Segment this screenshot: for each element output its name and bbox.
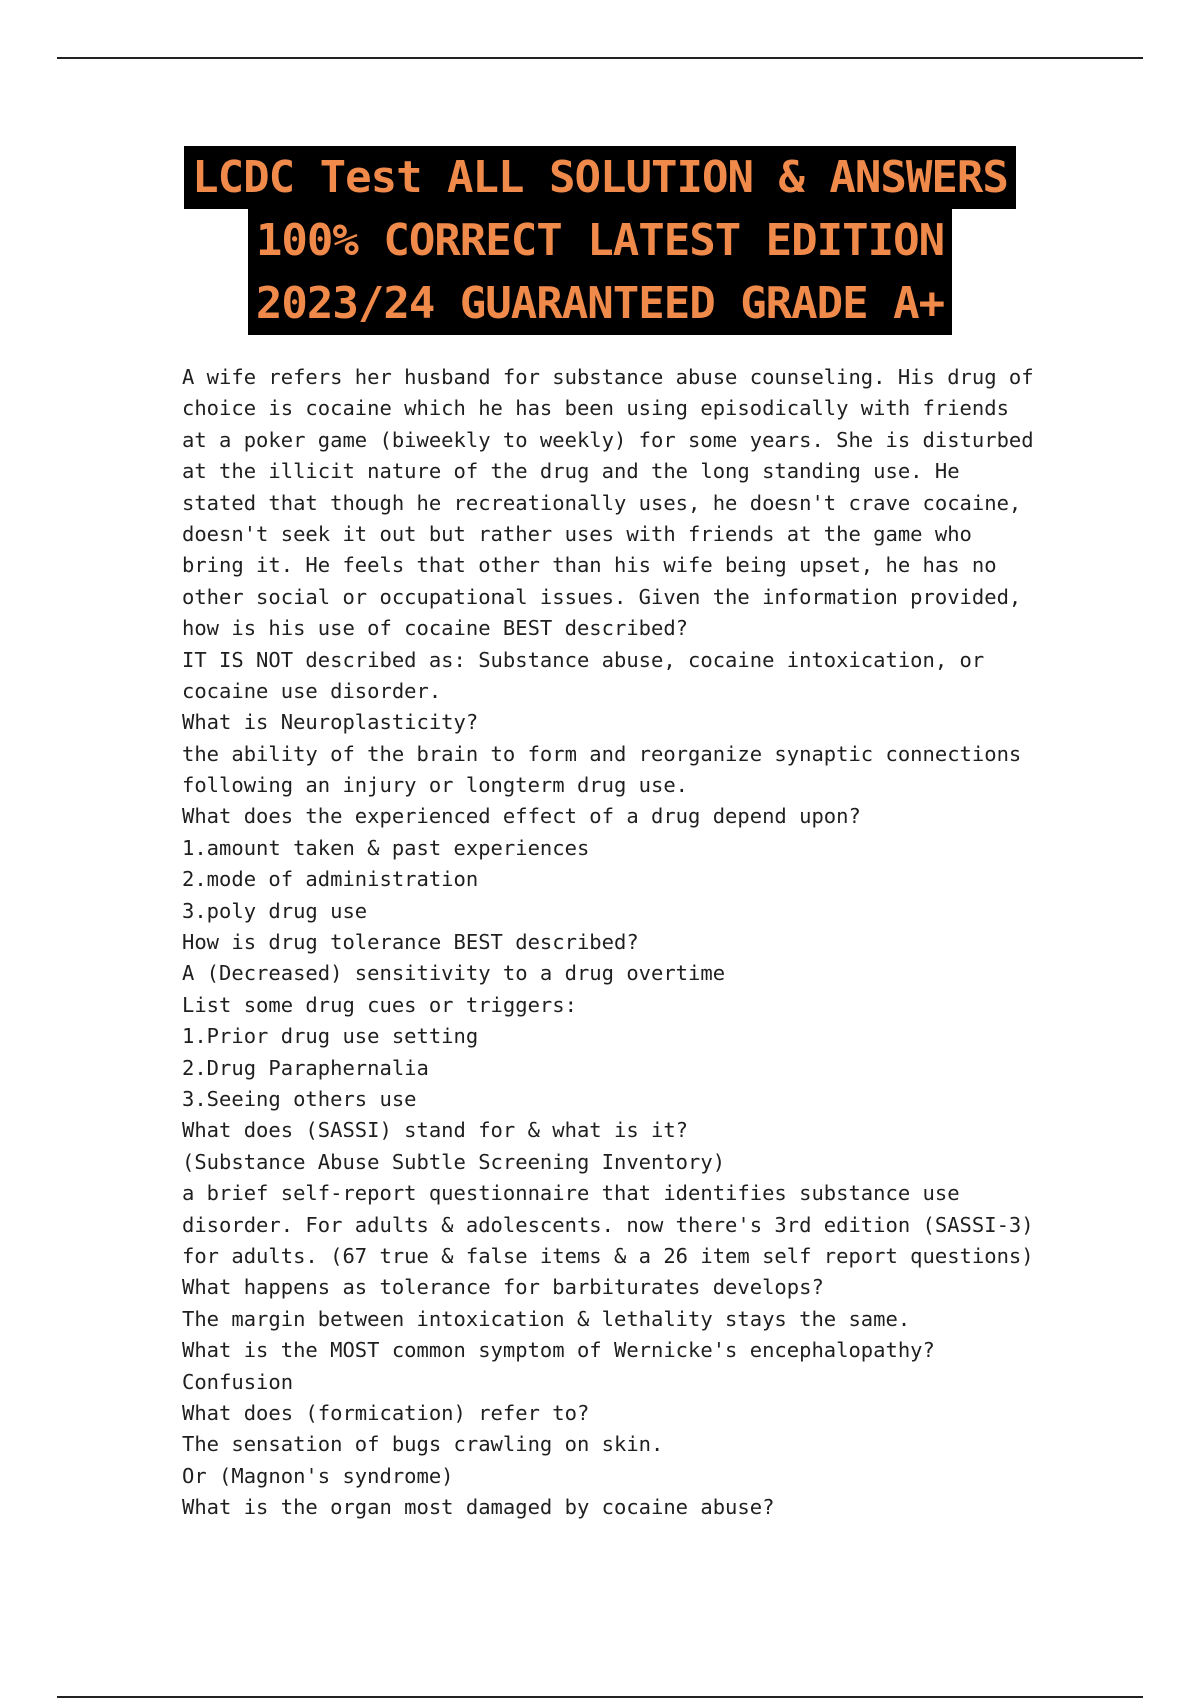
body-line: a brief self-report questionnaire that identifies substance use (182, 1181, 960, 1206)
body-line: doesn't seek it out but rather uses with friends at the game who (182, 521, 972, 546)
body-line: the ability of the brain to form and reorganize synaptic connections (182, 741, 1022, 766)
body-line: What is the organ most damaged by cocaine abuse? (182, 1495, 775, 1520)
body-line: What does the experienced effect of a drug depend upon? (182, 804, 861, 829)
document-title (0, 146, 1200, 335)
body-line: (Substance Abuse Subtle Screening Inventory) (182, 1149, 726, 1174)
body-line: A wife refers her husband for substance abuse counseling. His drug of (182, 365, 1034, 389)
title-line-3: 2023/24 GUARANTEED GRADE A+ (248, 272, 952, 335)
body-line: 1.amount taken & past experiences (182, 835, 590, 860)
body-line: 3.poly drug use (182, 898, 368, 923)
body-line: Confusion (182, 1369, 294, 1394)
body-line: A (Decreased) sensitivity to a drug overtime (182, 961, 726, 986)
body-line: How is drug tolerance BEST described? (182, 930, 639, 955)
body-line: stated that though he recreationally uses, he doesn't crave cocaine, (182, 490, 1022, 515)
body-line: choice is cocaine which he has been using episodically with friends (182, 396, 1009, 421)
title-line-2: 100% CORRECT LATEST EDITION (248, 209, 952, 272)
body-line: The margin between intoxication & lethality stays the same. (182, 1306, 911, 1331)
document-body (182, 362, 1042, 1523)
body-line: List some drug cues or triggers: (182, 992, 577, 1017)
body-line: What does (formication) refer to? (182, 1400, 590, 1425)
body-line: What is the MOST common symptom of Wernicke's encephalopathy? (182, 1338, 935, 1363)
body-line: What does (SASSI) stand for & what is it? (182, 1118, 689, 1143)
body-line: at the illicit nature of the drug and the long standing use. He (182, 459, 960, 484)
body-line: cocaine use disorder. (182, 678, 442, 703)
body-line: for adults. (67 true & false items & a 26 item self report questions) (182, 1243, 1034, 1268)
body-line: 2.mode of administration (182, 867, 479, 892)
body-line: at a poker game (biweekly to weekly) for some years. She is disturbed (182, 427, 1034, 452)
body-line: following an injury or longterm drug use. (182, 773, 689, 798)
body-line: 1.Prior drug use setting (182, 1024, 479, 1049)
body-line: bring it. He feels that other than his wife being upset, he has no (182, 553, 997, 578)
body-line: IT IS NOT described as: Substance abuse, cocaine intoxication, or (182, 647, 985, 672)
bottom-rule (57, 1696, 1143, 1698)
body-line: 2.Drug Paraphernalia (182, 1055, 429, 1080)
body-line: The sensation of bugs crawling on skin. (182, 1432, 664, 1457)
body-line: What happens as tolerance for barbiturates develops? (182, 1275, 824, 1300)
body-line: how is his use of cocaine BEST described? (182, 616, 689, 641)
top-rule (57, 57, 1143, 59)
body-line: disorder. For adults & adolescents. now there's 3rd edition (SASSI-3) (182, 1212, 1034, 1237)
body-line: What is Neuroplasticity? (182, 710, 479, 735)
title-line-1: LCDC Test ALL SOLUTION & ANSWERS (184, 146, 1016, 209)
body-line: Or (Magnon's syndrome) (182, 1463, 454, 1488)
body-line: other social or occupational issues. Given the information provided, (182, 584, 1022, 609)
body-line: 3.Seeing others use (182, 1086, 417, 1111)
